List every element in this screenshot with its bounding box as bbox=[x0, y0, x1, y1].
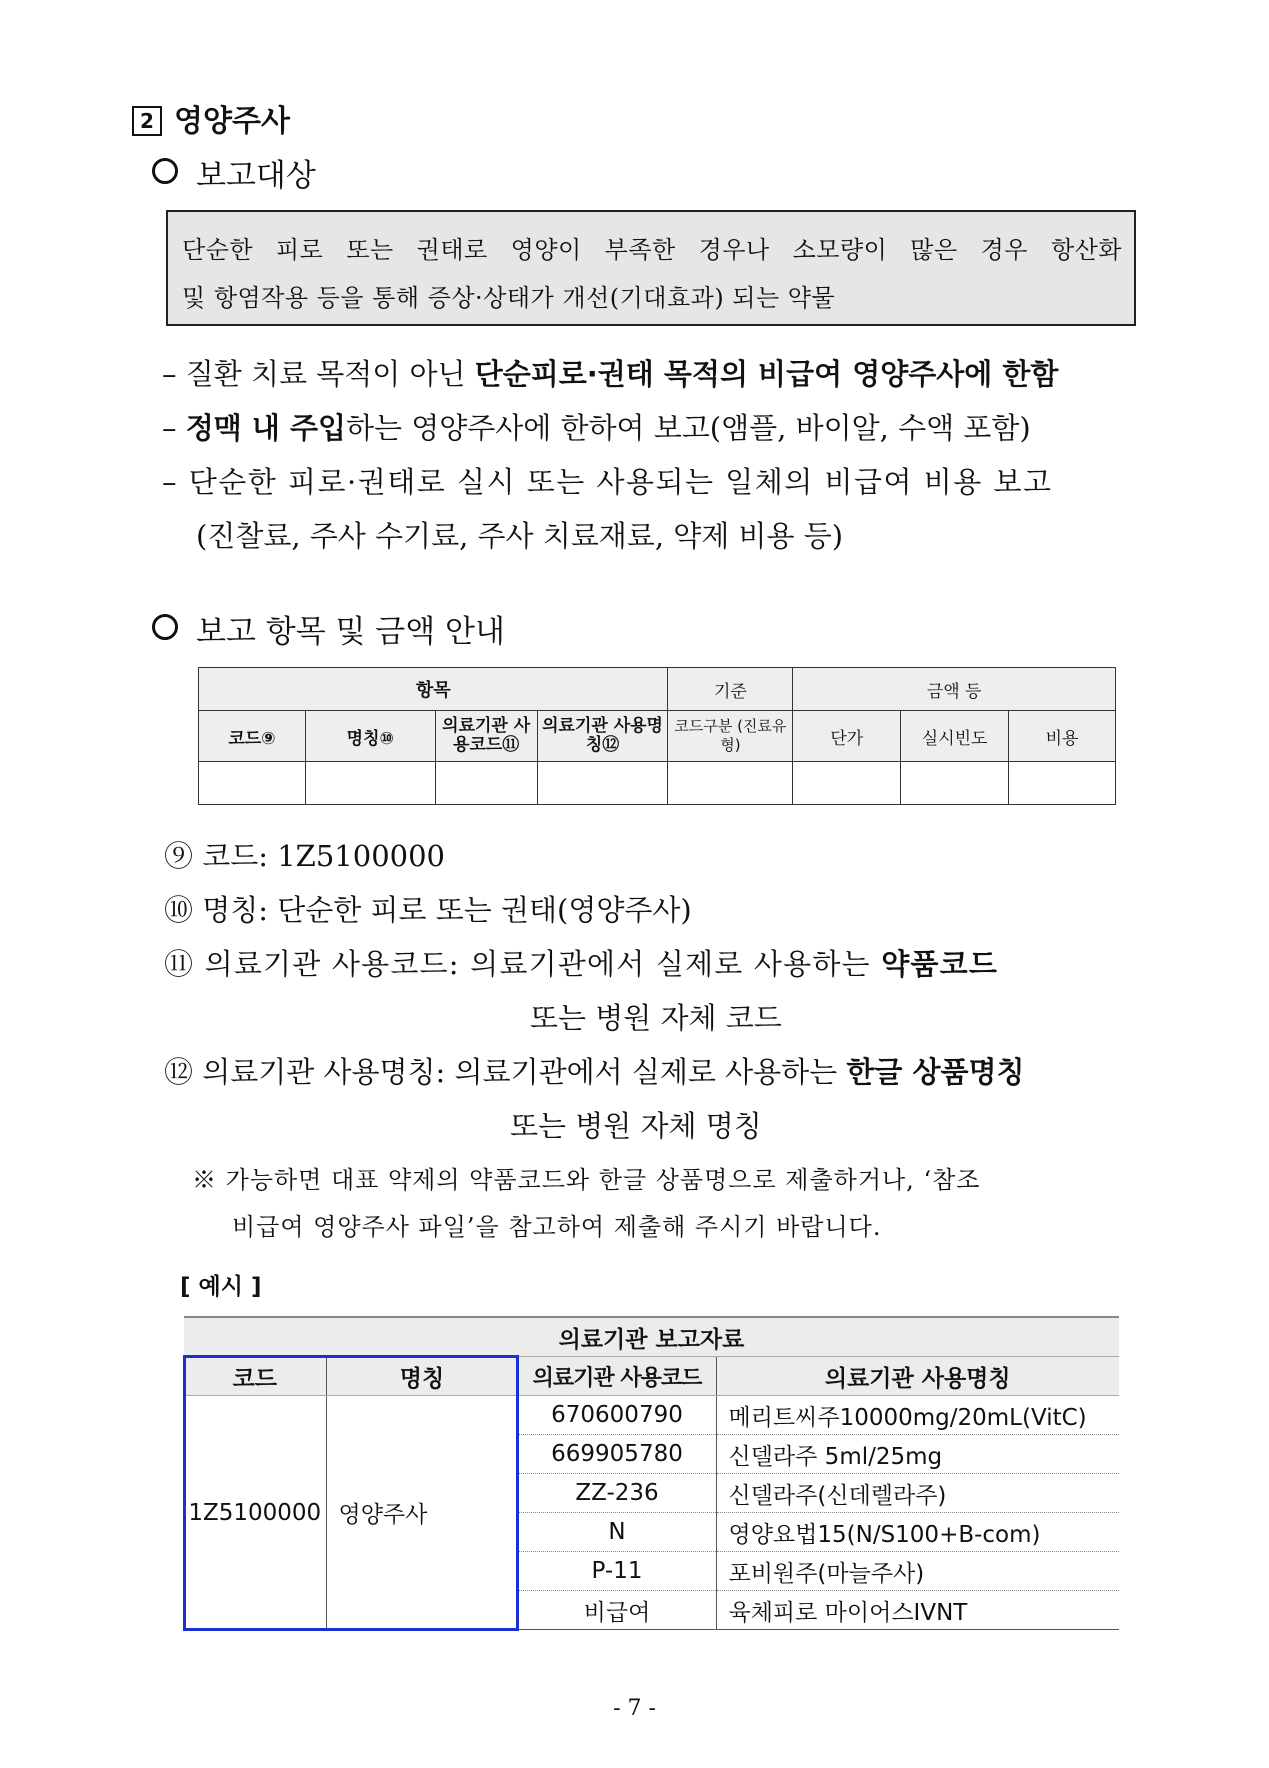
col-code-type: 코드구분 (진료유형) bbox=[668, 711, 793, 762]
example-code-cell: 1Z5100000 bbox=[184, 1396, 326, 1630]
row-name: 포비원주(마늘주사) bbox=[716, 1552, 1119, 1591]
note-11-continuation: 또는 병원 자체 코드 bbox=[530, 1001, 782, 1035]
example-group-header: 의료기관 보고자료 bbox=[184, 1317, 1119, 1357]
example-col-hospital-name: 의료기관 사용명칭 bbox=[716, 1357, 1119, 1396]
bullet-3-text: – 단순한 피로·권태로 실시 또는 사용되는 일체의 비급여 비용 보고 bbox=[162, 465, 1053, 499]
remark-line-2: 비급여 영양주사 파일’을 참고하여 제출해 주시기 바랍니다. bbox=[232, 1213, 882, 1241]
group-header-basis: 기준 bbox=[668, 668, 793, 711]
row-name: 신델라주 5ml/25mg bbox=[716, 1435, 1119, 1474]
bullet-1 bbox=[162, 352, 1058, 393]
note-10: ⑩ 명칭: 단순한 피로 또는 권태(영양주사) bbox=[164, 893, 692, 927]
remark-line-1: ※ 가능하면 대표 약제의 약품코드와 한글 상품명으로 제출하거나, ‘참조 bbox=[192, 1166, 981, 1194]
row-name: 신델라주(신데렐라주) bbox=[716, 1474, 1119, 1513]
report-target-heading-text: 보고대상 bbox=[196, 158, 316, 194]
note-12-bold: 한글 상품명칭 bbox=[846, 1055, 1025, 1089]
row-code: 670600790 bbox=[518, 1396, 716, 1435]
bullet-2-post: 하는 영양주사에 한하여 보고(앰플, 바이알, 수액 포함) bbox=[345, 411, 1031, 445]
row-code: 비급여 bbox=[518, 1591, 716, 1630]
col-hospital-name: 의료기관 사용명칭⑫ bbox=[537, 711, 668, 762]
note-12-text: ⑫ 의료기관 사용명칭: 의료기관에서 실제로 사용하는 bbox=[164, 1055, 847, 1089]
bullet-3 bbox=[162, 460, 1053, 501]
page-number: - 7 - bbox=[613, 1696, 656, 1721]
report-items-heading-text: 보고 항목 및 금액 안내 bbox=[196, 614, 505, 650]
section-heading bbox=[132, 96, 290, 140]
note-12-continuation: 또는 병원 자체 명칭 bbox=[510, 1109, 762, 1143]
section-number: 2 bbox=[132, 106, 162, 136]
group-header-amount: 금액 등 bbox=[793, 668, 1116, 711]
cell bbox=[668, 762, 793, 805]
cell bbox=[435, 762, 537, 805]
bullet-2-pre: – bbox=[162, 411, 186, 445]
col-hospital-code: 의료기관 사용코드⑪ bbox=[435, 711, 537, 762]
col-name: 명칭⑩ bbox=[305, 711, 435, 762]
circle-bullet-icon bbox=[152, 158, 178, 184]
row-code: P-11 bbox=[518, 1552, 716, 1591]
row-name: 메리트씨주10000mg/20mL(VitC) bbox=[716, 1396, 1119, 1435]
col-unit-price: 단가 bbox=[793, 711, 901, 762]
bullet-2-bold: 정맥 내 주입 bbox=[185, 411, 346, 445]
cell bbox=[199, 762, 306, 805]
report-target-heading bbox=[152, 150, 316, 195]
definition-line-1: 단순한 피로 또는 권태로 영양이 부족한 경우나 소모량이 많은 경우 항산화 bbox=[182, 236, 1122, 264]
note-9: ⑨ 코드: 1Z5100000 bbox=[164, 839, 445, 873]
definition-box bbox=[166, 210, 1136, 326]
row-code: ZZ-236 bbox=[518, 1474, 716, 1513]
note-12 bbox=[164, 1050, 1025, 1091]
row-name: 육체피로 마이어스IVNT bbox=[716, 1591, 1119, 1630]
bullet-2 bbox=[162, 406, 1031, 447]
col-code: 코드⑨ bbox=[199, 711, 306, 762]
col-cost: 비용 bbox=[1009, 711, 1116, 762]
definition-line-2: 및 항염작용 등을 통해 증상·상태가 개선(기대효과) 되는 약물 bbox=[182, 284, 836, 312]
row-name: 영양요법15(N/S100+B-com) bbox=[716, 1513, 1119, 1552]
bullet-1-bold: 단순피로·권태 목적의 비급여 영양주사에 한함 bbox=[474, 357, 1059, 391]
row-code: N bbox=[518, 1513, 716, 1552]
row-code: 669905780 bbox=[518, 1435, 716, 1474]
example-table bbox=[184, 1316, 1119, 1630]
example-name-cell: 영양주사 bbox=[326, 1396, 518, 1630]
group-header-items: 항목 bbox=[199, 668, 668, 711]
table-row bbox=[199, 762, 1116, 805]
cell bbox=[537, 762, 668, 805]
report-items-heading bbox=[152, 606, 505, 651]
note-11-text: ⑪ 의료기관 사용코드: 의료기관에서 실제로 사용하는 bbox=[164, 947, 882, 981]
table-row bbox=[184, 1396, 1119, 1435]
example-col-name: 명칭 bbox=[326, 1357, 518, 1396]
note-11 bbox=[164, 942, 998, 983]
bullet-1-pre: – 질환 치료 목적이 아닌 bbox=[162, 357, 475, 391]
bullet-3-cont-text: (진찰료, 주사 수기료, 주사 치료재료, 약제 비용 등) bbox=[196, 519, 844, 553]
section-title: 영양주사 bbox=[174, 104, 290, 139]
cell bbox=[901, 762, 1009, 805]
cell bbox=[793, 762, 901, 805]
col-frequency: 실시빈도 bbox=[901, 711, 1009, 762]
example-col-hospital-code: 의료기관 사용코드 bbox=[518, 1357, 716, 1396]
cell bbox=[305, 762, 435, 805]
bullet-3-continuation bbox=[196, 514, 843, 555]
report-items-table bbox=[198, 667, 1116, 805]
cell bbox=[1009, 762, 1116, 805]
example-col-code: 코드 bbox=[184, 1357, 326, 1396]
note-11-bold: 약품코드 bbox=[881, 947, 999, 981]
example-label: [ 예시 ] bbox=[180, 1274, 262, 1300]
circle-bullet-icon bbox=[152, 614, 178, 640]
